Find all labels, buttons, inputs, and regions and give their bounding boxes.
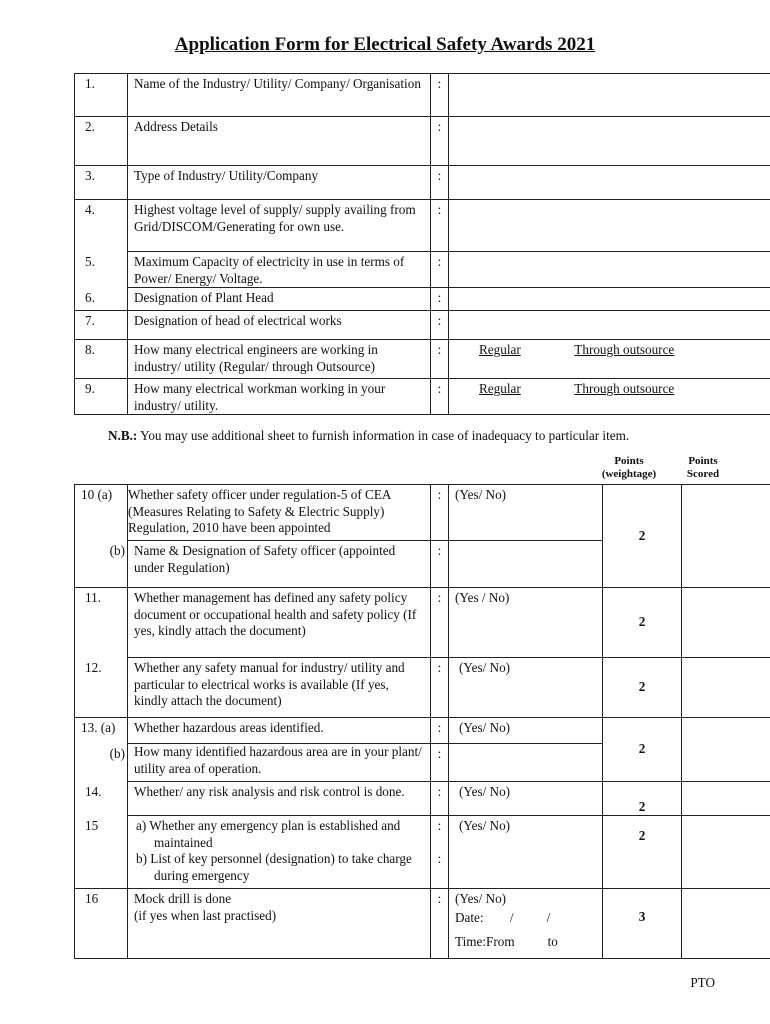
row-description: Highest voltage level of supply/ supply availing from Grid/DISCOM/Generating for own use. — [128, 200, 431, 252]
colon: : — [431, 485, 449, 541]
row-description — [128, 816, 431, 889]
answer-field-plant-head[interactable] — [449, 288, 770, 311]
colon: : — [431, 288, 449, 311]
row-number: 11. — [75, 588, 128, 658]
colon: : — [431, 200, 449, 252]
option-outsource: Through outsource — [574, 342, 675, 357]
row-description: Whether hazardous areas identified. — [128, 718, 431, 744]
answer-field-12[interactable]: (Yes/ No) — [449, 658, 603, 718]
colon: : — [431, 658, 449, 718]
date-field[interactable]: Date: / / — [455, 909, 551, 925]
row-description: Address Details — [128, 117, 431, 166]
answer-field-10b[interactable] — [449, 541, 603, 588]
row-description — [128, 889, 431, 959]
row-number: 13. (a) — [75, 718, 128, 744]
answer-field-13a[interactable]: (Yes/ No) — [449, 718, 603, 744]
row-description: Name & Designation of Safety officer (appointed under Regulation) — [128, 541, 431, 588]
row-number: 3. — [75, 166, 128, 200]
answer-field-10a[interactable]: (Yes/ No) — [449, 485, 603, 541]
answer-field-16[interactable] — [449, 889, 603, 959]
points-weightage: 2 — [603, 816, 682, 889]
row-description: Whether/ any risk analysis and risk control is done. — [128, 782, 431, 816]
colon: : — [431, 718, 449, 744]
points-weightage: 2 — [603, 658, 682, 718]
row-description: Whether any safety manual for industry/ utility and particular to electrical works is available (If yes, kindly attach the document) — [128, 658, 431, 718]
table-row — [75, 816, 770, 889]
row-number: 15 — [75, 816, 128, 889]
option-regular: Regular — [479, 381, 521, 396]
table-row — [75, 379, 770, 415]
table-row — [75, 718, 770, 744]
table-row — [75, 889, 770, 959]
points-weightage: 2 — [603, 588, 682, 658]
row-number: 2. — [75, 117, 128, 166]
row-description: Name of the Industry/ Utility/ Company/ Organisation — [128, 74, 431, 117]
colon: : — [431, 340, 449, 379]
item-16-text: Mock drill is done — [134, 891, 232, 906]
row-number: 5. — [75, 252, 128, 288]
table-row — [75, 288, 770, 311]
colon: : — [431, 744, 449, 782]
row-number: 6. — [75, 288, 128, 311]
colon: : — [431, 311, 449, 340]
answer-field-engineers[interactable] — [449, 340, 770, 379]
colon: : — [431, 117, 449, 166]
points-weightage: 2 — [603, 782, 682, 816]
time-field[interactable]: Time:From to — [455, 934, 558, 949]
table-row — [75, 311, 770, 340]
row-number: 10 (a) — [75, 485, 128, 541]
answer-field-type[interactable] — [449, 166, 770, 200]
row-number: 8. — [75, 340, 128, 379]
table-row — [75, 782, 770, 816]
points-scored-field[interactable] — [682, 718, 770, 782]
points-scored-field[interactable] — [682, 816, 770, 889]
answer-field-13b[interactable] — [449, 744, 603, 782]
answer-field-15[interactable]: (Yes/ No) — [449, 816, 603, 889]
row-number: 14. — [75, 782, 128, 816]
row-description: How many identified hazardous area are in your plant/ utility area of operation. — [128, 744, 431, 782]
table-row — [75, 252, 770, 288]
colon-group — [431, 816, 449, 889]
assessment-table — [74, 484, 770, 959]
row-description: Maximum Capacity of electricity in use in terms of Power/ Energy/ Voltage. — [128, 252, 431, 288]
points-scored-field[interactable] — [682, 588, 770, 658]
nb-label: N.B.: — [108, 428, 138, 443]
table-row — [75, 658, 770, 718]
row-number: 1. — [75, 74, 128, 117]
colon: : — [431, 166, 449, 200]
answer-field-workmen[interactable] — [449, 379, 770, 415]
item-15a-text: a) Whether any emergency plan is established and maintained — [136, 818, 401, 850]
row-description: How many electrical engineers are working in industry/ utility (Regular/ through Outsource) — [128, 340, 431, 379]
points-weightage: 2 — [603, 485, 682, 588]
table-row — [75, 74, 770, 117]
header-points-scored: Points Scored — [686, 455, 720, 480]
nb-text: You may use additional sheet to furnish information in case of inadequacy to particular item. — [140, 428, 630, 443]
row-number: 16 — [75, 889, 128, 959]
table-row — [75, 340, 770, 379]
answer-field-address[interactable] — [449, 117, 770, 166]
item-16-subtext: (if yes when last practised) — [134, 907, 277, 923]
answer-field-electrical-head[interactable] — [449, 311, 770, 340]
points-scored-field[interactable] — [682, 782, 770, 816]
row-description: Designation of head of electrical works — [128, 311, 431, 340]
colon: : — [431, 588, 449, 658]
answer-field-organisation[interactable] — [449, 74, 770, 117]
points-scored-field[interactable] — [682, 485, 770, 588]
answer-field-14[interactable]: (Yes/ No) — [449, 782, 603, 816]
row-description: Designation of Plant Head — [128, 288, 431, 311]
table-row — [75, 200, 770, 252]
answer-yes-no: (Yes/ No) — [455, 891, 507, 906]
row-description: Whether safety officer under regulation-5 of CEA (Measures Relating to Safety & Electric Supply) Regulation, 2010 have been appointed — [128, 485, 431, 541]
row-number: 12. — [75, 658, 128, 718]
answer-field-capacity[interactable] — [449, 252, 770, 288]
points-weightage: 2 — [603, 718, 682, 782]
points-scored-field[interactable] — [682, 658, 770, 718]
option-regular: Regular — [479, 342, 521, 357]
row-description: Whether management has defined any safety policy document or occupational health and safety policy (If yes, kindly attach the document) — [128, 588, 431, 658]
answer-field-voltage[interactable] — [449, 200, 770, 252]
nb-note — [108, 428, 629, 444]
row-description: How many electrical workman working in your industry/ utility. — [128, 379, 431, 415]
details-table — [74, 73, 770, 415]
table-row — [75, 117, 770, 166]
header-points-weightage: Points (weightage) — [601, 455, 657, 480]
answer-field-11[interactable]: (Yes / No) — [449, 588, 603, 658]
option-outsource: Through outsource — [574, 381, 675, 396]
colon: : — [431, 74, 449, 117]
table-row — [75, 166, 770, 200]
item-15b-text: b) List of key personnel (designation) to take charge during emergency — [136, 851, 412, 883]
row-number: (b) — [75, 744, 128, 782]
points-weightage: 3 — [603, 889, 682, 959]
table-row — [75, 485, 770, 541]
colon: : — [431, 782, 449, 816]
points-scored-field[interactable] — [682, 889, 770, 959]
colon: : — [431, 541, 449, 588]
colon: : — [431, 252, 449, 288]
row-number: 7. — [75, 311, 128, 340]
colon: : — [437, 818, 442, 833]
row-description: Type of Industry/ Utility/Company — [128, 166, 431, 200]
table-row — [75, 588, 770, 658]
row-number: 9. — [75, 379, 128, 415]
row-number: 4. — [75, 200, 128, 252]
pto-label: PTO — [690, 975, 715, 990]
form-title: Application Form for Electrical Safety Awards 2021 — [174, 34, 596, 55]
colon: : — [431, 889, 449, 959]
row-number: (b) — [75, 541, 128, 588]
colon: : — [431, 379, 449, 415]
colon: : — [437, 850, 442, 866]
